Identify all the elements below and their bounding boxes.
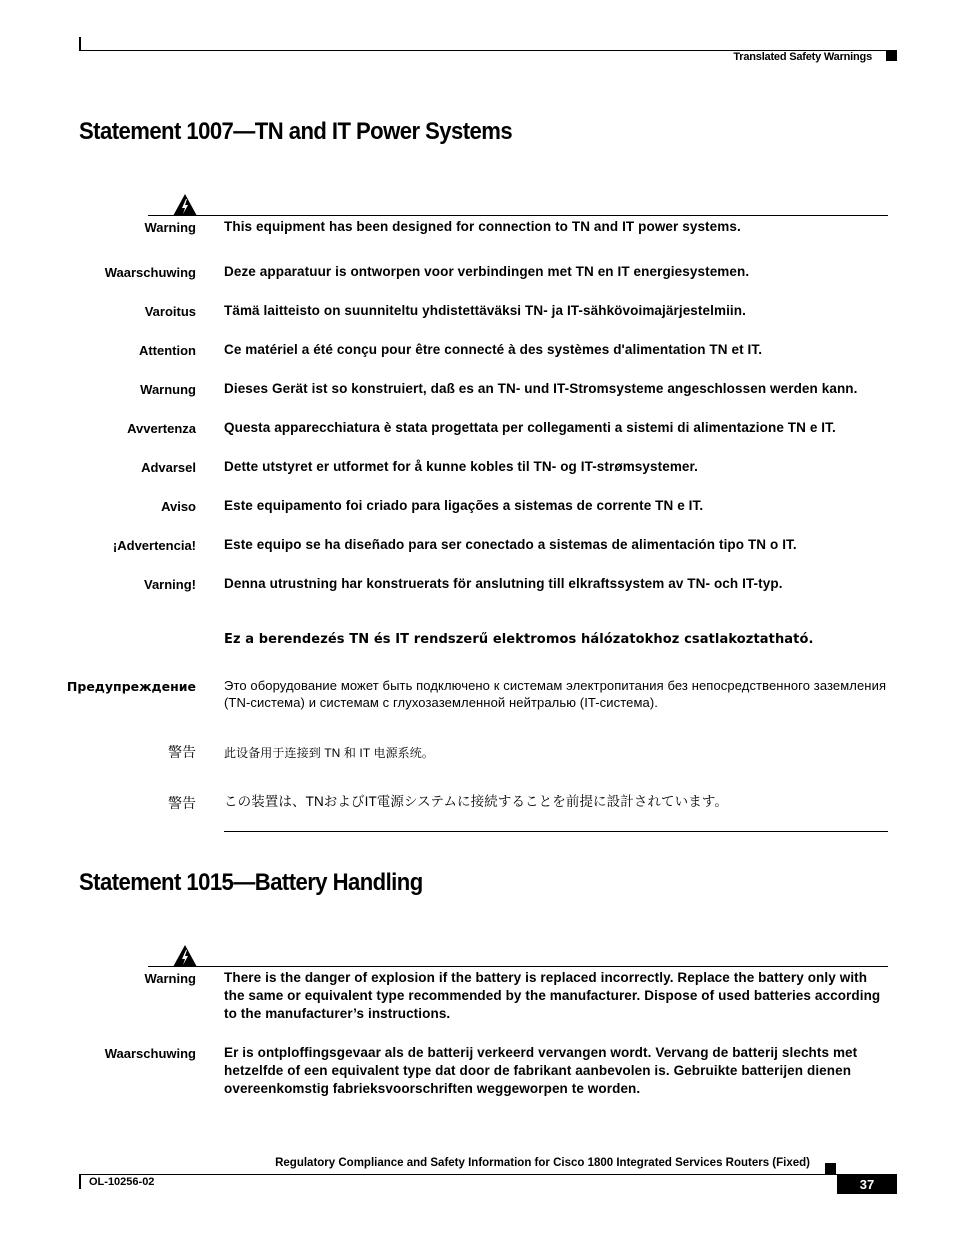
- battery-warning-label-nl: Waarschuwing: [104, 1046, 196, 1061]
- warning-label-sv: Varning!: [143, 577, 196, 592]
- statement-1007-bottom-rule: [224, 831, 888, 832]
- battery-warning-label-en: Warning: [144, 971, 196, 986]
- warning-label-ja: 警告: [168, 796, 196, 812]
- warning-label-no: Advarsel: [141, 460, 196, 475]
- warning-text-de: Dieses Gerät ist so konstruiert, daß es an TN- und IT-Stromsysteme angeschlossen werden kann.: [224, 381, 858, 396]
- warning-label-ru: Предупреждение: [66, 679, 196, 694]
- warning-label-fr: Attention: [138, 343, 196, 358]
- footer-document-title: Regulatory Compliance and Safety Information for Cisco 1800 Integrated Services Routers (Fixed): [275, 1157, 810, 1169]
- warning-text-nl: Deze apparatuur is ontworpen voor verbindingen met TN en IT energiesystemen.: [224, 264, 750, 279]
- warning-text-no: Dette utstyret er utformet for å kunne kobles til TN- og IT-strømsystemer.: [224, 459, 698, 474]
- warning-label-es: ¡Advertencia!: [112, 538, 196, 553]
- warning-text-it: Questa apparecchiatura è stata progettata per collegamenti a sistemi di alimentazione TN e IT.: [224, 420, 836, 435]
- statement-1015-title: Statement 1015—Battery Handling: [79, 869, 423, 896]
- warning-text-en: This equipment has been designed for connection to TN and IT power systems.: [224, 219, 741, 234]
- warning-text-es: Este equipo se ha diseñado para ser conectado a sistemas de alimentación tipo TN o IT.: [224, 537, 797, 552]
- statement-1015-top-rule: [148, 966, 888, 967]
- header-section-title: Translated Safety Warnings: [733, 51, 872, 63]
- footer-page-number: 37: [837, 1175, 897, 1194]
- header-block: [886, 50, 897, 61]
- statement-1007-title: Statement 1007—TN and IT Power Systems: [79, 118, 513, 145]
- footer-doc-number: OL-10256-02: [89, 1176, 155, 1188]
- warning-icon: [172, 944, 198, 968]
- warning-text-fi: Tämä laitteisto on suunniteltu yhdistettäväksi TN- ja IT-sähkövoimajärjestelmiin.: [224, 303, 746, 318]
- battery-warning-text-nl: Er is ontploffingsgevaar als de batterij verkeerd vervangen wordt. Vervang de batterij slechts met hetzelfde of een equivalent type dat door de fabrikant aanbevolen is. Gebruikte batterijen dienen overeenkomstig fabrieksvoorschriften weggeworpen te worden.: [224, 1045, 858, 1096]
- warning-icon: [172, 193, 198, 217]
- warning-text-hu: Ez a berendezés TN és IT rendszerű elektromos hálózatokhoz csatlakoztatható.: [224, 632, 814, 647]
- footer-block: [825, 1163, 836, 1174]
- warning-text-pt: Este equipamento foi criado para ligações a sistemas de corrente TN e IT.: [224, 498, 704, 513]
- warning-label-pt: Aviso: [161, 499, 196, 514]
- warning-label-en: Warning: [144, 220, 196, 235]
- warning-text-zh: 此设备用于连接到 TN 和 IT 电源系统。: [224, 746, 434, 760]
- header-tick: [79, 37, 81, 51]
- statement-1007-top-rule: [148, 215, 888, 216]
- footer-rule: [79, 1174, 897, 1175]
- battery-warning-text-en: There is the danger of explosion if the battery is replaced incorrectly. Replace the battery only with the same or equivalent type recommended by the manufacturer. Dispose of used batteries according to the manufacturer’s instructions.: [224, 970, 881, 1021]
- warning-label-zh: 警告: [168, 745, 196, 761]
- footer-tick: [79, 1174, 81, 1189]
- warning-label-nl: Waarschuwing: [104, 265, 196, 280]
- warning-text-ru: Это оборудование может быть подключено к системам электропитания без непосредственного заземления (TN-система) и системам с глухозаземленной нейтралью (IT-система).: [224, 678, 887, 710]
- warning-text-fr: Ce matériel a été conçu pour être connecté à des systèmes d'alimentation TN et IT.: [224, 342, 763, 357]
- warning-label-it: Avvertenza: [127, 421, 196, 436]
- warning-label-fi: Varoitus: [144, 304, 196, 319]
- warning-text-ja: この装置は、TNおよびIT電源システムに接続することを前提に設計されています。: [224, 794, 728, 809]
- warning-label-de: Warnung: [140, 382, 196, 397]
- warning-text-sv: Denna utrustning har konstruerats för anslutning till elkraftssystem av TN- och IT-typ.: [224, 576, 783, 591]
